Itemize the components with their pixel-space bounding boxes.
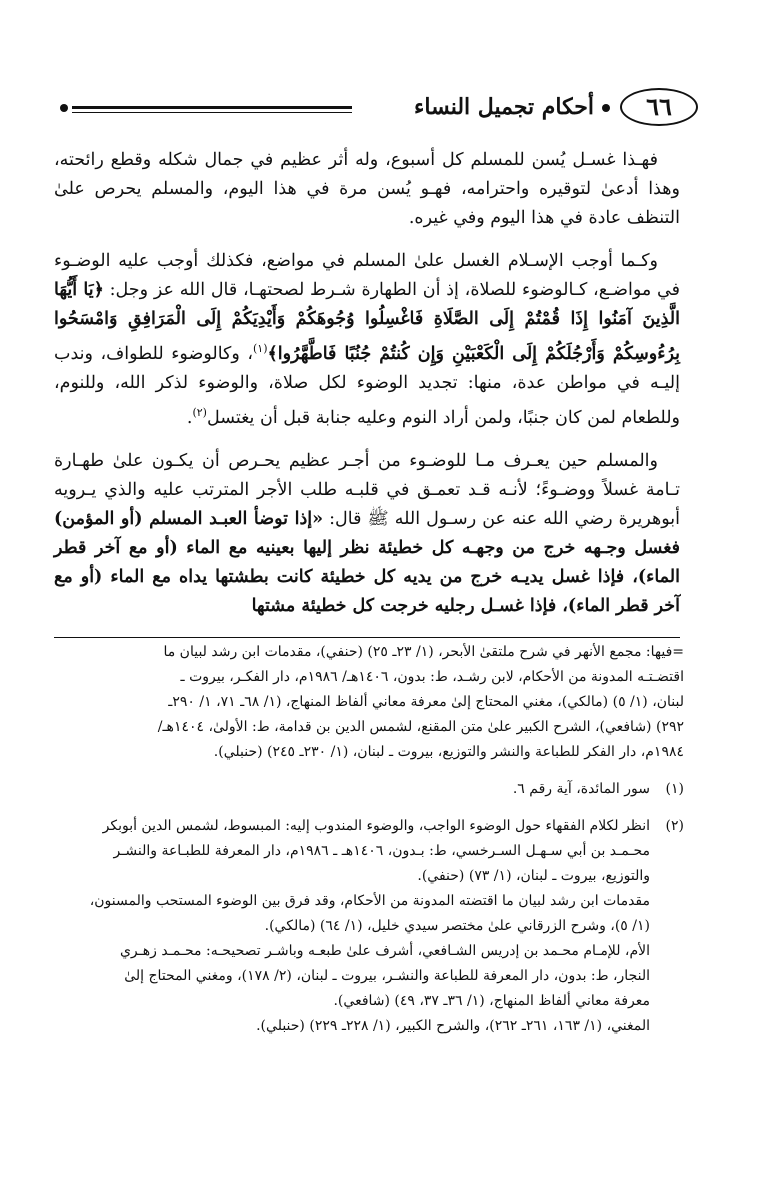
page-header: [58, 88, 698, 132]
header-rule-thick: [72, 106, 352, 109]
footnote-line: محـمـد بن أبي سـهـل السـرخسي، ط: بـدون، ١٤٠٦هـ ـ ١٩٨٦م، دار المعرفة للطبـاعة والنشـر: [113, 843, 650, 859]
footnote-2-number: (٢): [665, 818, 684, 834]
quran-verse: ﴿يَا أَيُّهَا الَّذِينَ آمَنُوا إِذَا قُمْتُمْ إِلَى الصَّلَاةِ فَاغْسِلُوا وُجُوهَكُمْ وَأَيْدِيَكُمْ إِلَى الْمَرَافِقِ وَامْسَحُوا بِرُءُوسِكُمْ وَأَرْجُلَكُمْ إِلَى الْكَعْبَيْنِ وَإِن كُنتُمْ جُنُبًا فَاطَّهَّرُوا﴾: [54, 280, 681, 364]
header-bullet-left: [60, 104, 68, 112]
running-title: أحكام تجميل النساء: [414, 94, 594, 120]
paragraph-2: [54, 247, 680, 433]
footnote-line: =فيها: مجمع الأنهر في شرح ملتقىٰ الأبحر، (١/ ٢٣ـ ٢٥) (حنفي)، مقدمات ابن رشد لبيان ما: [163, 644, 684, 660]
footnote-separator: [54, 637, 680, 638]
header-rule-thin: [72, 112, 352, 113]
footnote-line: النجار، ط: بدون، دار المعرفة للطباعة والنشـر، بيروت ـ لبنان، (٢/ ١٧٨)، ومغني المحتاج إلىٰ: [124, 968, 650, 984]
paragraph-2-intro: وكـما أوجب الإسـلام الغسل علىٰ المسلم في مواضع، فكذلك أوجب عليه الوضـوء في مواضـع، كـالوضوء للصلاة، إذ أن الطهارة شـرط لصحتهـا، قال الله عز وجل:: [54, 251, 680, 300]
footnote-1-text: سور المائدة، آية رقم ٦.: [512, 781, 650, 797]
footnote-1-number: (١): [665, 781, 684, 797]
page-number: ٦٦: [620, 88, 698, 126]
paragraph-2-continued: ، وكالوضوء للطواف، وندب إليـه في مواطن عدة، منها: تجديد الوضوء لكل صلاة، والوضوء لذكر الله، وللنوم، وللطعام لمن كان جنبًا، ولمن أراد النوم وعليه جنابة قبل أن يغتسل: [54, 343, 680, 428]
footnote-line: الأم، للإمـام محـمد بن إدريس الشـافعي، أشرف علىٰ طبعـه وباشـر تصحيحـه: محـمـد زهـري: [119, 943, 650, 959]
footnotes: [54, 640, 684, 1051]
footnote-line: المغني، (١/ ١٦٣، ٢٦١ـ ٢٦٢)، والشرح الكبير، (١/ ٢٢٨ـ ٢٢٩) (حنبلي).: [256, 1018, 650, 1034]
footnote-line: معرفة معاني ألفاظ المنهاج، (١/ ٣٦ـ ٣٧، ٤٩) (شافعي).: [333, 993, 650, 1009]
footnote-2: [54, 814, 684, 1039]
hadith-text: «إذا توضأ العبـد المسلم (أو المؤمن) فغسل وجـهه خرج من وجهـه كل خطيئة نظر إليها بعينيه مع الماء (أو مع آخر قطر الماء)، فإذا غسل يديـه خرج من يديه كل خطيئة كانت بطشتها يداه مع الماء (أو مع آخر قطر الماء)، فإذا غسـل رجليه خرجت كل خطيئة مشتها: [54, 508, 680, 616]
footnote-line: مقدمات ابن رشد لبيان ما اقتضته المدونة من الأحكام، وقد فرق بين الوضوء المستحب والمسنون،: [89, 893, 650, 909]
main-text: [54, 146, 680, 621]
footnote-continued: [54, 640, 684, 765]
paragraph-1: فهـذا غسـل يُسن للمسلم كل أسبوع، وله أثر عظيم في جمال شكله وقطع رائحته، وهذا أدعىٰ لتوقيره واحترامه، فهـو يُسن مرة في هذا اليوم، والمسلم يحرص علىٰ التنظف عادة في هذا اليوم وفي غيره.: [54, 150, 680, 228]
footnote-line: انظر لكلام الفقهاء حول الوضوء الواجب، والوضوء المندوب إليه: المبسوط، لشمس الدين أبوبكر: [102, 818, 650, 834]
footnote-1: [54, 777, 684, 802]
footnote-line: والتوزيع، بيروت ـ لبنان، (١/ ٧٣) (حنفي).: [417, 868, 650, 884]
footnote-line: (١/ ٥)، وشرح الزرقاني علىٰ مختصر سيدي خليل، (١/ ٦٤) (مالكي).: [264, 918, 650, 934]
footnote-line: ١٩٨٤م، دار الفكر للطباعة والنشر والتوزيع، بيروت ـ لبنان، (١/ ٢٣٠ـ ٢٤٥) (حنبلي).: [213, 744, 684, 760]
paragraph-3-intro: والمسلم حين يعـرف مـا للوضـوء من أجـر عظيم يحـرص أن يكـون علىٰ طهـارة تـامة غسلاً ووضـوءً؛ لأنـه قـد تعمـق في قلبـه طلب الأجر المترتب عليه والذي يـرويه أبوهريرة رضي الله عنه عن رسـول الله ﷺ قال:: [54, 450, 680, 529]
header-bullet-right: [602, 104, 610, 112]
footnote-ref-2: (٢): [192, 405, 207, 419]
paragraph-2-end: .: [186, 407, 193, 428]
footnote-ref-1: (١): [252, 342, 268, 355]
footnote-line: اقتضـتـه المدونة من الأحكام، لابن رشـد، ط: بدون، ١٤٠٦هـ/ ١٩٨٦م، دار الفكـر، بيروت ـ: [180, 669, 684, 685]
footnote-line: لبنان، (١/ ٥) (مالكي)، مغني المحتاج إلىٰ معرفة معاني ألفاظ المنهاج، (١/ ٦٨ـ ٧١، ١/ ٢٩٠ـ: [168, 694, 684, 710]
paragraph-3: [54, 447, 680, 621]
footnote-line: ٢٩٢) (شافعي)، الشرح الكبير علىٰ متن المقنع، لشمس الدين بن قدامة، ط: الأولىٰ، ١٤٠٤هـ/: [157, 719, 684, 735]
